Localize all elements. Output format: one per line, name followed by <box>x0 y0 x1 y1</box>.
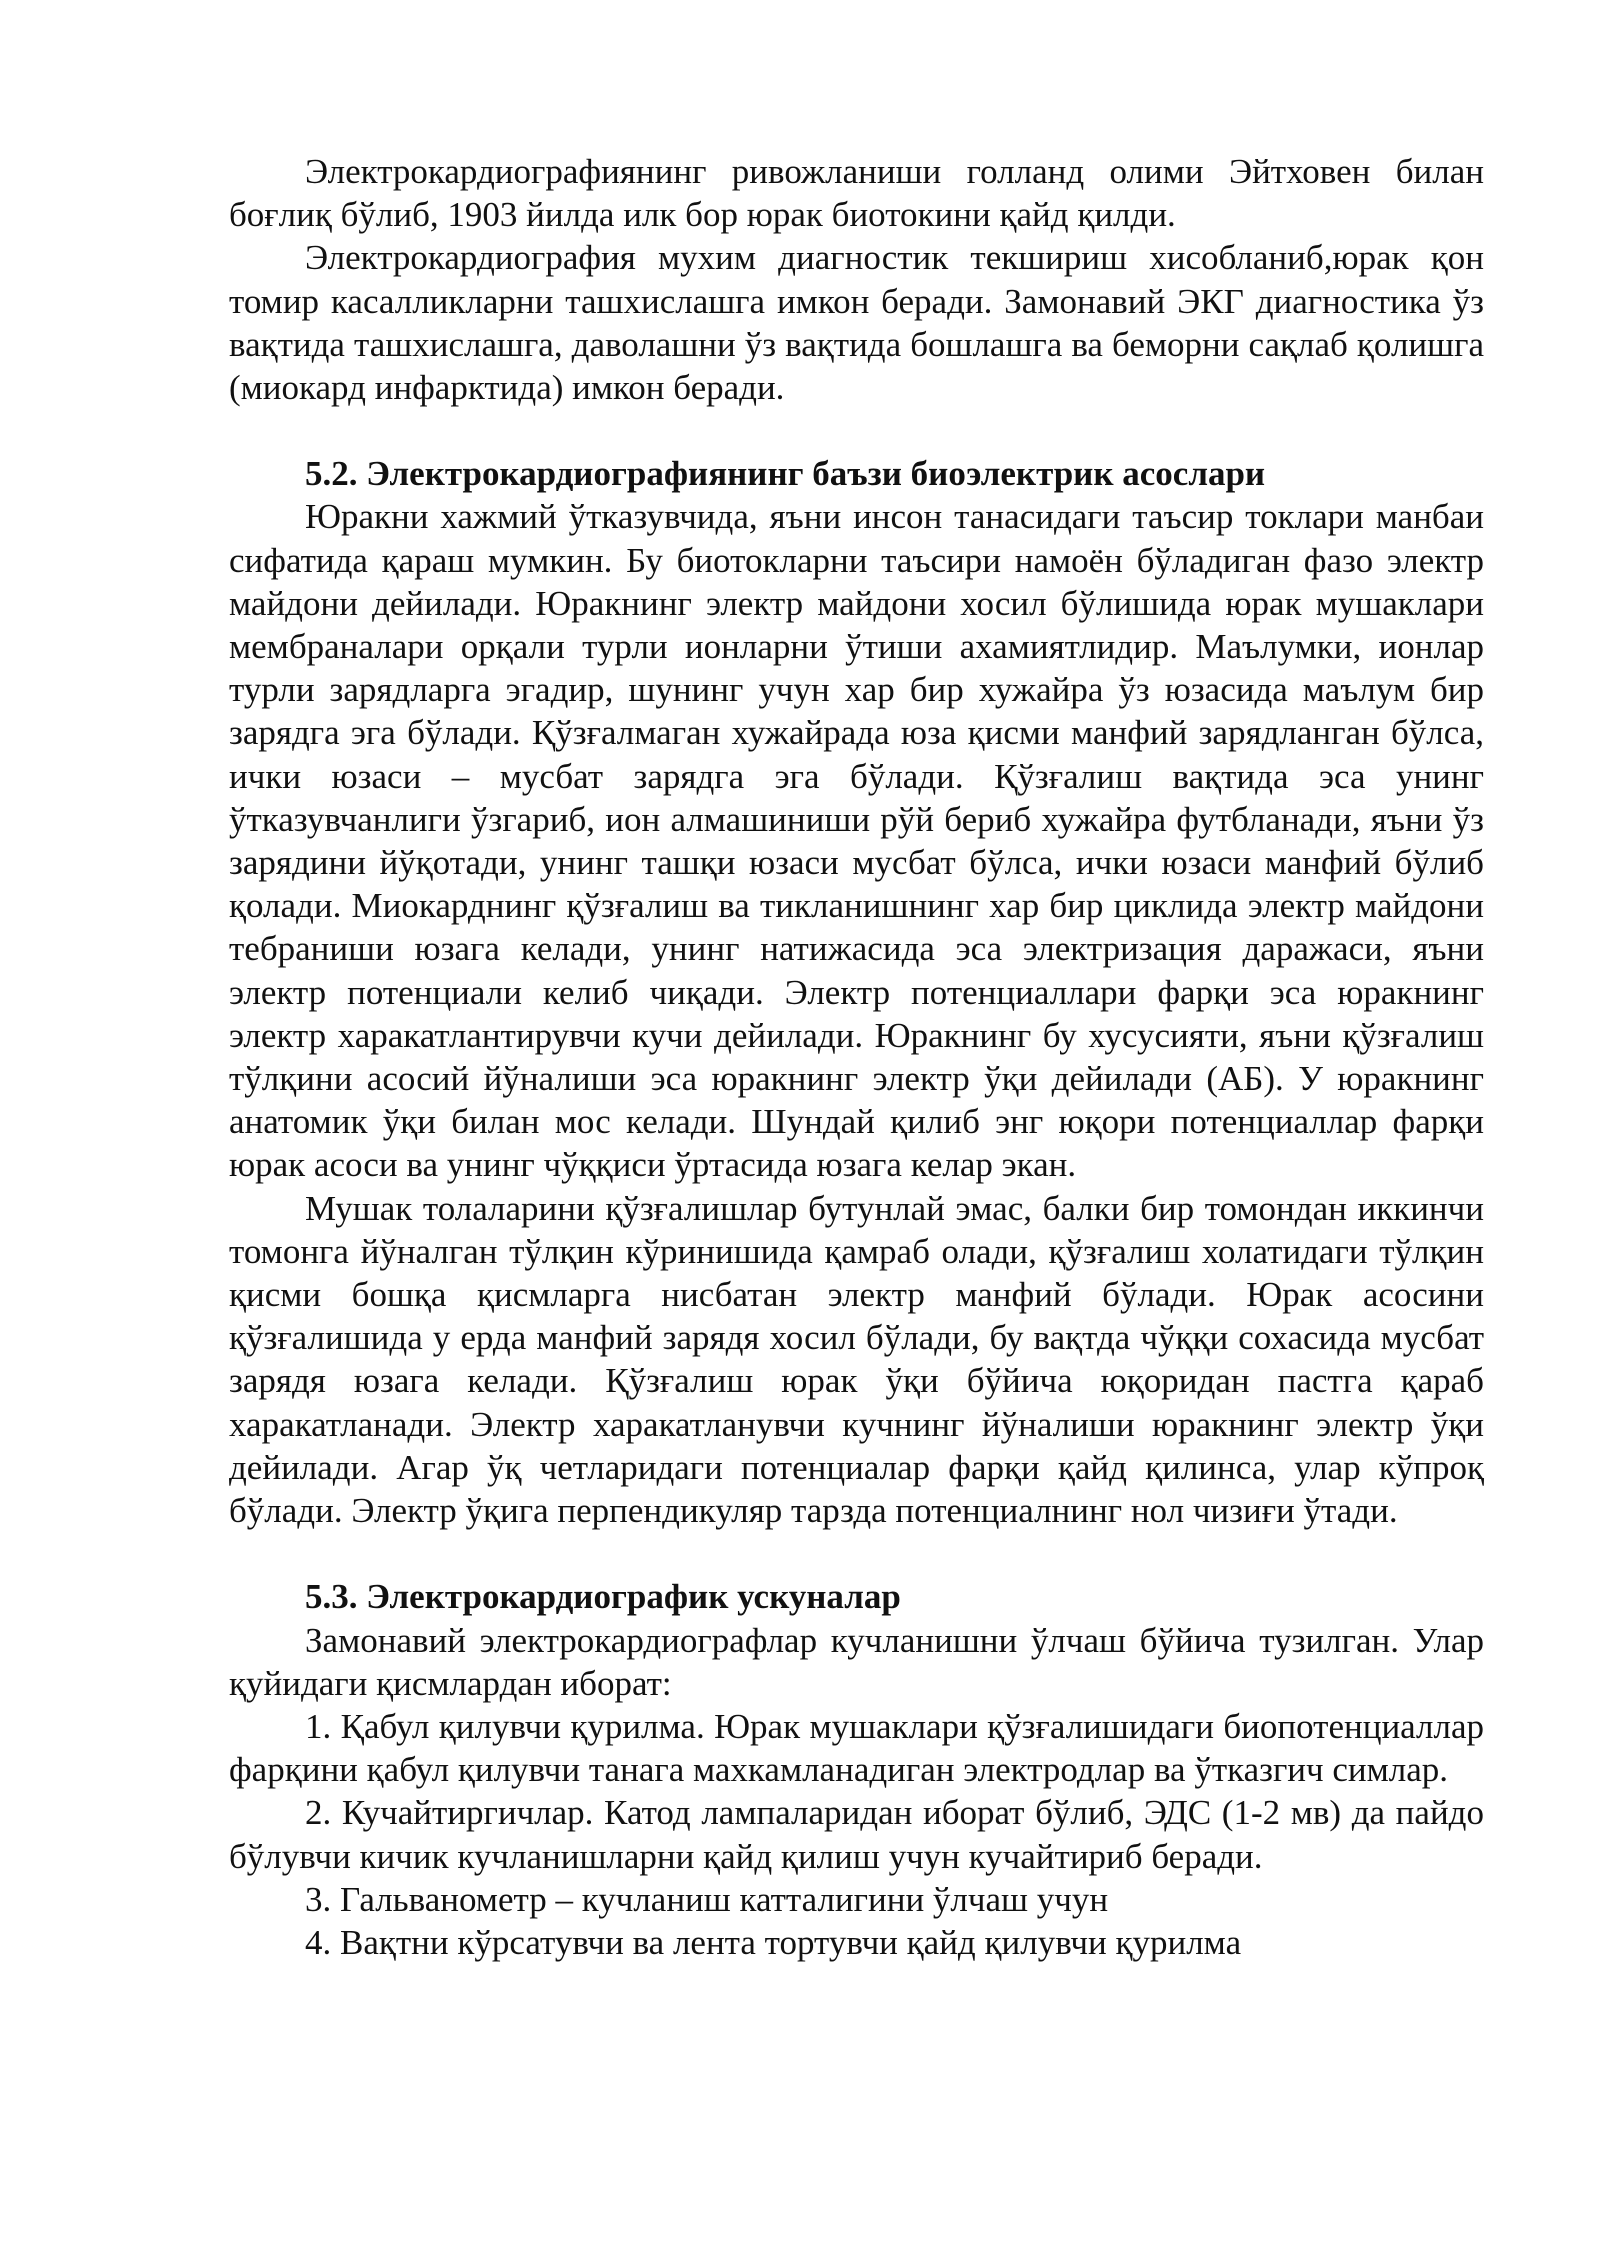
intro-paragraph-2: Электрокардиография мухим диагностик текшириш хисобланиб,юрак қон томир касалликларни ташхислашга имкон беради. Замонавий ЭКГ диагностика ўз вақтида ташхислашга, даволашни ўз вақтида бошлашга ва беморни сақлаб қолишга (миокард инфарктида) имкон беради. <box>229 238 1484 408</box>
section-spacer <box>229 409 1484 452</box>
section-spacer <box>229 1532 1484 1575</box>
list-item-2: 2. Кучайтиргичлар. Катод лампаларидан иборат бўлиб, ЭДС (1-2 мв) да пайдо бўлувчи кичик кучланишларни қайд қилиш учун кучайтириб беради. <box>229 1793 1484 1876</box>
list-item-1: 1. Қабул қилувчи қурилма. Юрак мушаклари қўзғалишидаги биопотенциаллар фарқини қабул қилувчи танага махкамланадиган электродлар ва ўтказгич симлар. <box>229 1706 1484 1790</box>
section-heading-5-3: 5.3. Электрокардиографик ускуналар <box>305 1577 901 1617</box>
document-page <box>229 150 1484 1964</box>
section-heading-5-2: 5.2. Электрокардиографиянинг баъзи биоэлектрик асослари <box>305 454 1266 494</box>
section-5-2-paragraph-2: Мушак толаларини қўзғалишлар бутунлай эмас, балки бир томондан иккинчи томонга йўналган тўлқин кўринишида қамраб олади, қўзғалиш холатидаги тўлқин қисми бошқа қисмларга нисбатан электр манфий бўлади. Юрак асосини қўзғалишида у ерда манфий зарядя хосил бўлади, бу вақтда чўққи сохасида мусбат зарядя юзага келади. Қўзғалиш юрак ўқи бўйича юқоридан пастга қараб харакатланади. Электр харакатланувчи кучнинг йўналиши юракнинг электр ўқи дейилади. Агар ўқ четларидаги потенциалар фарқи қайд қилинса, улар кўпроқ бўлади. Электр ўқига перпендикуляр тарзда потенциалнинг нол чизиғи ўтади. <box>229 1188 1484 1531</box>
list-item-4: 4. Вақтни кўрсатувчи ва лента тортувчи қайд қилувчи қурилма <box>305 1922 1242 1962</box>
section-5-2-paragraph-1: Юракни хажмий ўтказувчида, яъни инсон танасидаги таъсир токлари манбаи сифатида қараш мумкин. Бу биотокларни таъсири намоён бўладиган фазо электр майдони дейилади. Юракнинг электр майдони хосил бўлишида юрак мушаклари мембраналари орқали турли ионларни ўтиши ахамиятлидир. Маълумки, ионлар турли зарядларга эгадир, шунинг учун хар бир хужайра ўз юзасида маълум бир зарядга эга бўлади. Қўзғалмаган хужайрада юза қисми манфий зарядланган бўлса, ички юзаси – мусбат зарядга эга бўлади. Қўзғалиш вақтида эса унинг ўтказувчанлиги ўзгариб, ион алмашиниши рўй бериб хужайра футбланади, яъни ўз зарядини йўқотади, унинг ташқи юзаси мусбат бўлса, ички юзаси манфий бўлиб қолади. Миокарднинг қўзғалиш ва тикланишнинг хар бир циклида электр майдони тебраниши юзага келади, унинг натижасида эса электризация даражаси, яъни электр потенциали келиб чиқади. Электр потенциаллари фарқи эса юракнинг электр харакатлантирувчи кучи дейилади. Юракнинг бу хусусияти, яъни қўзғалиш тўлқини асосий йўналиши эса юракнинг электр ўқи дейилади (АБ). У юракнинг анатомик ўқи билан мос келади. Шундай қилиб энг юқори потенциаллар фарқи юрак асоси ва унинг чўққиси ўртасида юзага келар экан. <box>229 497 1484 1185</box>
list-item-3: 3. Гальванометр – кучланиш катталигини ўлчаш учун <box>305 1879 1109 1919</box>
intro-paragraph-1: Электрокардиографиянинг ривожланиши голланд олими Эйтховен билан боғлиқ бўлиб, 1903 йилда илк бор юрак биотокини қайд қилди. <box>229 152 1484 235</box>
section-5-3-paragraph-1: Замонавий электрокардиографлар кучланишни ўлчаш бўйича тузилган. Улар қуйидаги қисмлардан иборат: <box>229 1620 1484 1703</box>
